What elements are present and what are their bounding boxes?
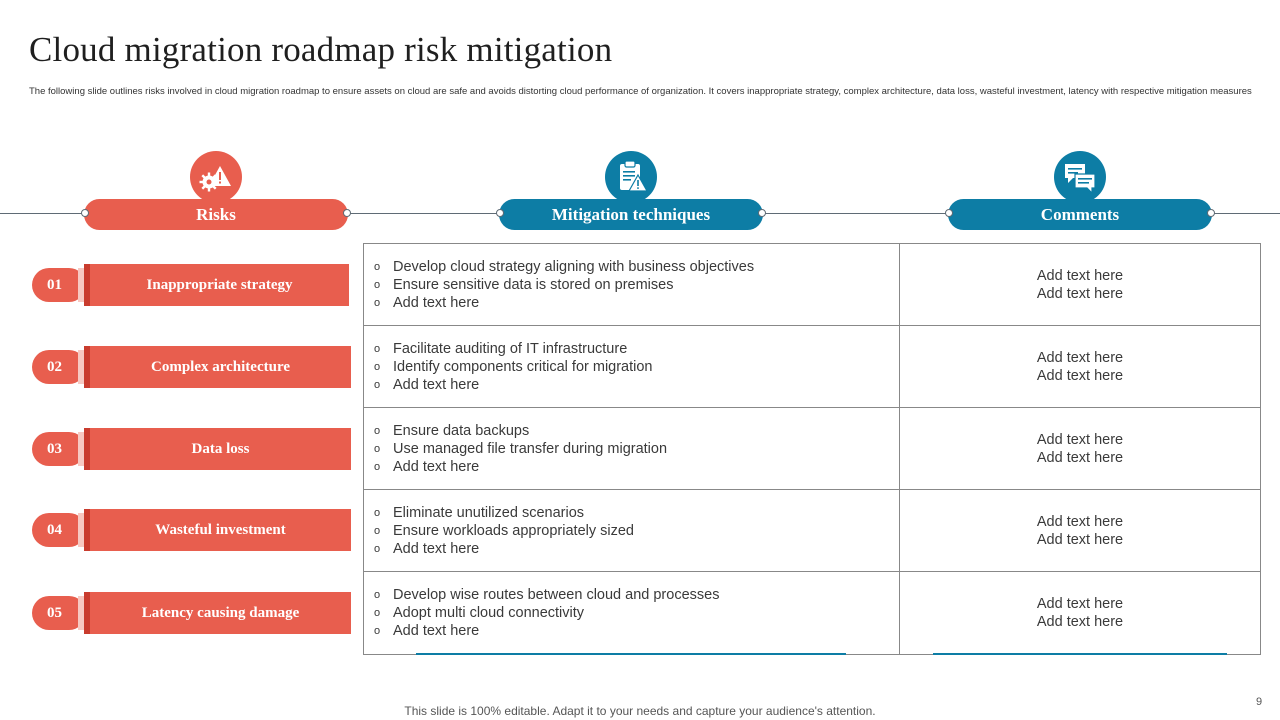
list-item: o Ensure sensitive data is stored on premises (374, 276, 674, 293)
list-item: o Use managed file transfer during migration (374, 440, 668, 457)
list-item: o Adopt multi cloud connectivity (374, 604, 585, 621)
comments-cell (900, 490, 1260, 571)
risk-number: 01 (32, 268, 86, 302)
bullet-icon: o (374, 624, 381, 637)
comment-text: Add text here (1036, 614, 1124, 630)
mitigation-table (363, 243, 1261, 655)
list-item: o Develop cloud strategy aligning with business objectives (374, 259, 755, 275)
comments-cell (900, 326, 1260, 407)
comments-cell (900, 408, 1260, 489)
timeline-dot (945, 209, 953, 217)
list-item: o Add text here (374, 540, 480, 557)
table-row (364, 244, 1260, 326)
comment-text: Add text here (1036, 596, 1124, 612)
comment-text: Add text here (1036, 267, 1124, 284)
bullet-icon: o (374, 460, 381, 473)
timeline-dot (1207, 209, 1215, 217)
page-title: Cloud migration roadmap risk mitigation (29, 30, 613, 69)
list-item: o Ensure workloads appropriately sized (374, 522, 634, 539)
timeline-dot (343, 209, 351, 217)
table-row (364, 572, 1260, 654)
timeline-dot (758, 209, 766, 217)
bullet-icon: o (374, 296, 381, 309)
bullet-icon: o (374, 343, 381, 355)
list-item: o Facilitate auditing of IT infrastructure (374, 341, 628, 357)
bullet-icon: o (374, 589, 381, 601)
comment-text: Add text here (1036, 285, 1124, 302)
techniques-cell (364, 408, 900, 489)
techniques-cell (364, 572, 900, 654)
comments-header: Comments (948, 199, 1212, 230)
mitigation-header: Mitigation techniques (499, 199, 763, 230)
risk-label: Wasteful investment (90, 509, 351, 551)
bullet-icon: o (374, 507, 381, 519)
bullet-icon: o (374, 278, 381, 291)
page-subtitle: The following slide outlines risks involved in cloud migration roadmap to ensure assets on cloud are safe and avoids distorting cloud performance of organization. It covers inappropriate strategy, complex architecture, data loss, wasteful investment, latency with respective mitigation measures (29, 86, 1252, 97)
comment-text: Add text here (1036, 513, 1124, 530)
techniques-cell (364, 490, 900, 571)
bullet-icon: o (374, 425, 381, 437)
risk-number: 02 (32, 350, 86, 384)
page-number: 9 (1256, 696, 1263, 708)
comments-cell (900, 572, 1260, 654)
list-item: o Identify components critical for migration (374, 358, 653, 375)
bullet-icon: o (374, 360, 381, 373)
table-row (364, 326, 1260, 408)
bullet-icon: o (374, 378, 381, 391)
bullet-icon: o (374, 524, 381, 537)
bullet-icon: o (374, 606, 381, 619)
risk-number: 03 (32, 432, 86, 466)
list-item: o Add text here (374, 622, 480, 639)
list-item: o Develop wise routes between cloud and processes (374, 587, 720, 603)
list-item: o Add text here (374, 458, 480, 475)
list-item: o Ensure data backups (374, 423, 530, 439)
bullet-icon: o (374, 261, 381, 273)
risk-label: Complex architecture (90, 346, 351, 388)
gear-warning-icon (190, 151, 242, 203)
chat-bubbles-icon (1054, 151, 1106, 203)
accent-underline (933, 653, 1227, 655)
techniques-cell (364, 326, 900, 407)
risk-number: 04 (32, 513, 86, 547)
bullet-icon: o (374, 542, 381, 555)
bullet-icon: o (374, 442, 381, 455)
risk-label: Inappropriate strategy (90, 264, 349, 306)
risk-number: 05 (32, 596, 86, 630)
comment-text: Add text here (1036, 349, 1124, 366)
footer-note: This slide is 100% editable. Adapt it to your needs and capture your audience's attention. (404, 704, 876, 718)
clipboard-warning-icon (605, 151, 657, 203)
risk-label: Data loss (90, 428, 351, 470)
list-item: o Add text here (374, 376, 480, 393)
comment-text: Add text here (1036, 449, 1124, 466)
timeline-dot (496, 209, 504, 217)
comments-cell (900, 244, 1260, 325)
comment-text: Add text here (1036, 431, 1124, 448)
list-item: o Eliminate unutilized scenarios (374, 505, 585, 521)
comment-text: Add text here (1036, 531, 1124, 548)
timeline-dot (81, 209, 89, 217)
techniques-cell (364, 244, 900, 325)
table-row (364, 408, 1260, 490)
accent-underline (416, 653, 846, 655)
list-item: o Add text here (374, 294, 480, 311)
risks-header: Risks (84, 199, 348, 230)
comment-text: Add text here (1036, 367, 1124, 384)
table-row (364, 490, 1260, 572)
risk-label: Latency causing damage (90, 592, 351, 634)
